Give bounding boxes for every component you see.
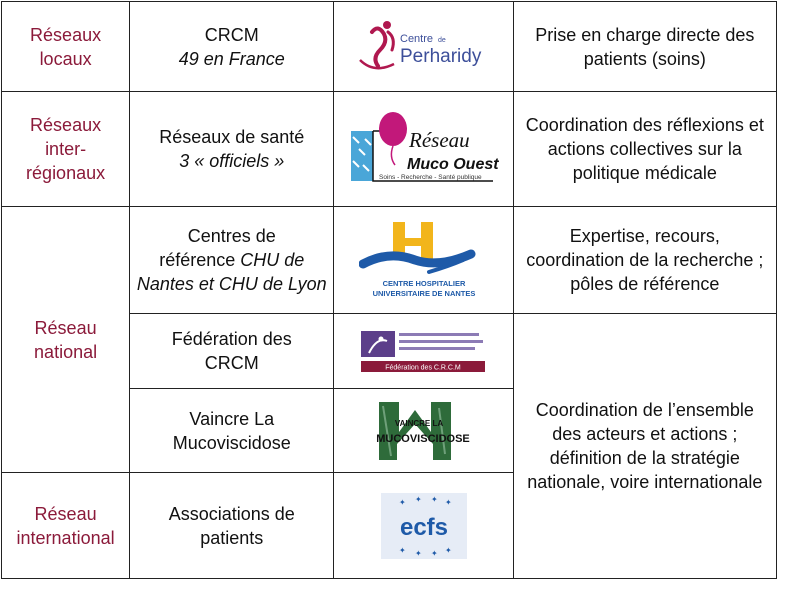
- description-cell: Prise en charge directe des patients (soins): [513, 2, 776, 92]
- actor-name: CRCM: [204, 24, 259, 45]
- actor-name: Réseaux de santé: [159, 127, 305, 147]
- svg-text:ecfs: ecfs: [399, 513, 448, 541]
- reseau-muco-ouest-logo: [349, 109, 499, 189]
- svg-text:✦: ✦: [444, 497, 452, 507]
- actor-cell-vaincre: [130, 389, 334, 473]
- svg-text:Perharidy: Perharidy: [399, 45, 481, 67]
- actor-count: 3 « officiels »: [179, 151, 285, 171]
- logo-cell: [334, 473, 513, 579]
- svg-text:de: de: [437, 36, 446, 44]
- level-label: régionaux: [26, 163, 106, 183]
- level-label: locaux: [39, 48, 92, 69]
- actor-name: patients: [200, 527, 264, 548]
- level-label: national: [34, 341, 98, 362]
- logo-cell: [334, 2, 513, 92]
- perharidy-logo: [354, 16, 494, 78]
- svg-text:✦: ✦: [444, 545, 452, 555]
- actor-cell-centres-reference: [130, 207, 334, 314]
- svg-text:✦: ✦: [430, 494, 438, 504]
- level-label: Réseau: [34, 503, 97, 524]
- vaincre-la-mucoviscidose-logo: [369, 396, 479, 466]
- level-label: inter-: [45, 139, 87, 159]
- level-cell-national: [2, 207, 130, 473]
- svg-text:Soins - Recherche - Santé publ: Soins - Recherche - Santé publique: [378, 174, 482, 181]
- actor-name: Centres de: [187, 226, 276, 246]
- actor-name: Associations de: [168, 503, 295, 524]
- svg-text:✦: ✦: [414, 548, 422, 558]
- svg-text:Réseau: Réseau: [408, 128, 470, 152]
- level-cell-local: [2, 2, 130, 92]
- ecfs-logo: [379, 491, 469, 561]
- svg-text:MUCOVISCIDOSE: MUCOVISCIDOSE: [375, 432, 470, 445]
- actor-name: Fédération des: [171, 329, 292, 349]
- description-cell: Coordination des réflexions et actions collectives sur la politique médicale: [513, 92, 776, 207]
- actor-name: Mucoviscidose: [172, 432, 291, 453]
- actor-name: référence: [159, 250, 236, 270]
- actor-cell-federation: [130, 314, 334, 389]
- actor-cell-associations: [130, 473, 334, 579]
- svg-text:Centre: Centre: [399, 32, 433, 45]
- svg-text:✦: ✦: [414, 494, 422, 504]
- svg-text:Fédération des C.R.C.M: Fédération des C.R.C.M: [384, 364, 461, 372]
- level-cell-interregional: [2, 92, 130, 207]
- svg-text:Muco Ouest: Muco Ouest: [406, 156, 499, 173]
- actor-cell-reseaux-sante: [130, 92, 334, 207]
- svg-text:✦: ✦: [398, 497, 406, 507]
- table-row: [2, 207, 777, 314]
- chu-nantes-logo: [359, 220, 489, 300]
- level-label: Réseaux: [30, 115, 102, 135]
- logo-cell: [334, 92, 513, 207]
- description-cell: Expertise, recours, coordination de la recherche ; pôles de référence: [513, 207, 776, 314]
- actor-detail: CHU de Nantes et CHU de Lyon: [136, 250, 327, 294]
- level-cell-international: [2, 473, 130, 579]
- table-row: [2, 92, 777, 207]
- svg-text:VAINCRE LA: VAINCRE LA: [394, 418, 443, 428]
- svg-text:CENTRE HOSPITALIER: CENTRE HOSPITALIER: [382, 279, 465, 288]
- level-label: Réseau: [34, 317, 97, 338]
- svg-text:UNIVERSITAIRE DE NANTES: UNIVERSITAIRE DE NANTES: [372, 289, 475, 298]
- logo-cell: [334, 389, 513, 473]
- svg-text:✦: ✦: [398, 545, 406, 555]
- table-row: [2, 2, 777, 92]
- actor-cell-crcm: [130, 2, 334, 92]
- level-label: international: [16, 527, 115, 548]
- description-cell: Coordination de l’ensemble des acteurs et actions ; définition de la stratégie nationale, voire internationale: [513, 314, 776, 579]
- actor-name: CRCM: [204, 353, 259, 373]
- actor-count: 49 en France: [178, 48, 285, 69]
- logo-cell: [334, 207, 513, 314]
- actor-name: Vaincre La: [189, 408, 275, 429]
- sfm-federation-logo: [359, 327, 489, 375]
- organization-table: [1, 1, 777, 579]
- level-label: Réseaux: [30, 24, 102, 45]
- logo-cell: [334, 314, 513, 389]
- svg-text:✦: ✦: [430, 548, 438, 558]
